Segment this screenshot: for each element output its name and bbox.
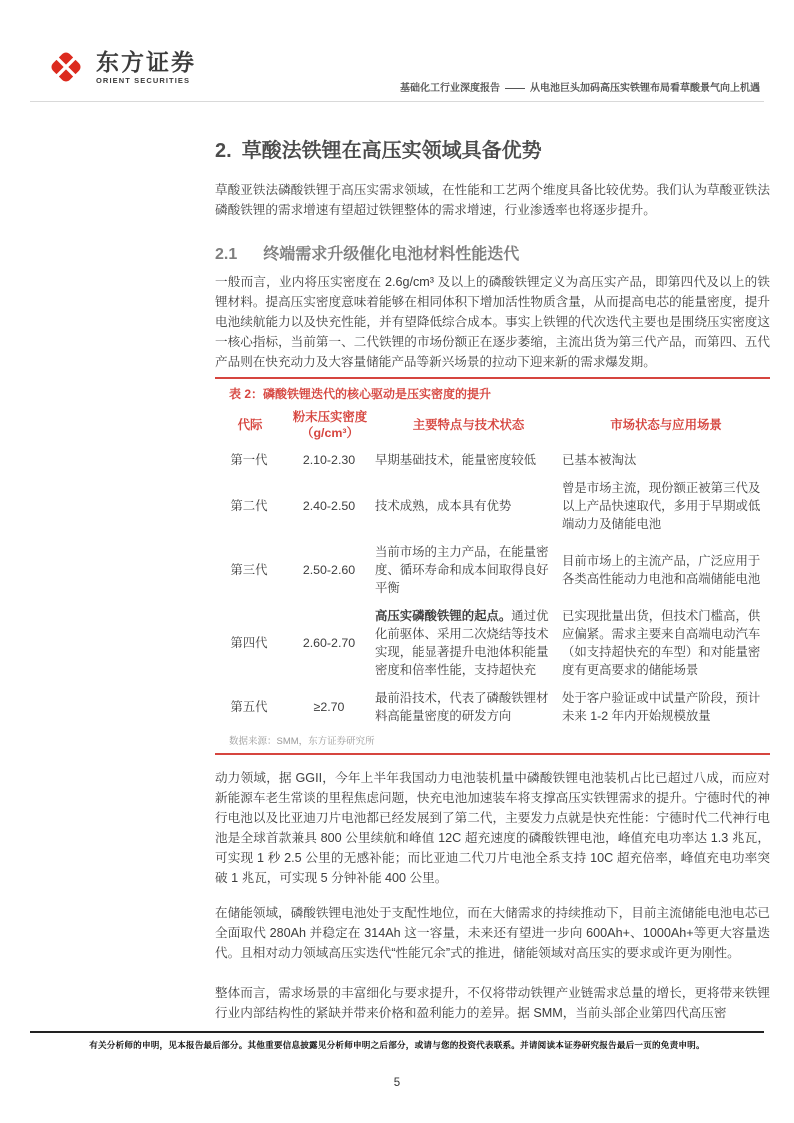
section-intro-paragraph: 草酸亚铁法磷酸铁锂于高压实需求领域，在性能和工艺两个维度具备比较优势。我们认为草酸亚铁法磷酸铁锂的需求增速有望超过铁锂整体的需求增速，行业渗透率也将逐步提升。 bbox=[215, 183, 770, 217]
cell-features: 技术成熟，成本具有优势 bbox=[375, 499, 512, 513]
body-paragraph-overall: 整体而言，需求场景的丰富细化与要求提升，不仅将带动铁锂产业链需求总量的增长，更将带来铁锂行业内部结构性的紧缺并带来价格和盈利能力的差异。据 SMM，当前头部企业第四代高压密 bbox=[215, 986, 770, 1020]
cell-generation: 第四代 bbox=[230, 636, 268, 650]
cell-market: 曾是市场主流，现份额正被第三代及以上产品快速取代，多用于早期或低端动力及储能电池 bbox=[562, 481, 761, 531]
report-series-label: 基础化工行业深度报告 bbox=[400, 83, 500, 94]
body-paragraph-definition: 一般而言，业内将压实密度在 2.6g/cm³ 及以上的磷酸铁锂定义为高压实产品，即第四代及以上的铁锂材料。提高压实密度意味着能够在相同体积下增加活性物质含量，从而提高电芯的能量密度，提升电池续航能力以及快充性能，并有望降低综合成本。事实上铁锂的代次迭代主要也是围绕压实密度这一核心指标，当前第一、二代铁锂的市场份额正在逐步萎缩，主流出货为第三代产品，而第四、五代产品则在快充动力及大容量储能产品等新兴场景的拉动下迎来新的需求爆发期。 bbox=[215, 275, 770, 369]
cell-features: 早期基础技术，能量密度较低 bbox=[375, 453, 537, 467]
orient-securities-diamond-icon bbox=[45, 46, 87, 88]
subsection-number: 2.1 bbox=[215, 246, 238, 263]
cell-market: 目前市场上的主流产品，广泛应用于各类高性能动力电池和高端储能电池 bbox=[562, 554, 761, 586]
brand-logo-text bbox=[96, 50, 196, 85]
table-caption: 表 2：磷酸铁锂迭代的核心驱动是压实密度的提升 bbox=[229, 387, 492, 401]
cell-density: 2.40-2.50 bbox=[302, 499, 356, 513]
cell-features: 最前沿技术，代表了磷酸铁锂材料高能量密度的研发方向 bbox=[375, 691, 549, 723]
table-block bbox=[215, 377, 770, 755]
table-source-note: 数据来源：SMM，东方证券研究所 bbox=[229, 736, 375, 747]
cell-market: 处于客户验证或中试量产阶段，预计未来 1-2 年内开始规模放量 bbox=[562, 691, 761, 723]
cell-generation: 第三代 bbox=[230, 563, 268, 577]
header-dash: —— bbox=[505, 83, 525, 94]
body-paragraph-power: 动力领域，据 GGII，今年上半年我国动力电池装机量中磷酸铁锂电池装机占比已超过八成，而应对新能源车老生常谈的里程焦虑问题，快充电池加速装车将支撑高压实铁锂需求的提升。宁德时代的神行电池以及比亚迪刀片电池都已经发展到了第二代，主要发力点就是快充性能：宁德时代二代神行电池是全球首款兼具 800 公里续航和峰值 12C 超充速度的磷酸铁锂电池，峰值充电功率达 1.3 兆瓦，可实现 1 秒 2.5 公里的无感补能；而比亚迪二代刀片电池全系支持 10C 超充倍率，峰值充电功率突破 1 兆瓦，可实现 5 分钟补能 400 公里。 bbox=[215, 771, 770, 885]
cell-density: 2.50-2.60 bbox=[302, 563, 356, 577]
body-paragraph-storage: 在储能领域，磷酸铁锂电池处于支配性地位，而在大储需求的持续推动下，目前主流储能电池电芯已全面取代 280Ah 并稳定在 314Ah 这一容量，未来还有望进一步向 600Ah+、1000Ah+等更大容量迭代。且相对动力领域高压实迭代“性能冗余”式的推进，储能领域对高压实的要求或许更为刚性。 bbox=[215, 906, 770, 960]
table-row bbox=[215, 446, 770, 474]
col-header-generation: 代际 bbox=[237, 418, 263, 432]
table-row bbox=[215, 602, 770, 684]
cell-features: 高压实磷酸铁锂的起点。通过优化前驱体、采用二次烧结等技术实现，能显著提升电池体积能量密度和倍率性能，支持超快充 bbox=[375, 609, 549, 677]
col-header-density: 粉末压实密度（g/cm³） bbox=[292, 410, 368, 440]
footer-disclaimer: 有关分析师的申明，见本报告最后部分。其他重要信息披露见分析师申明之后部分，或请与您的投资代表联系。并请阅读本证券研究报告最后一页的免责申明。 bbox=[89, 1040, 705, 1050]
section-heading bbox=[215, 134, 770, 163]
cell-density: ≥2.70 bbox=[313, 700, 345, 714]
page-number: 5 bbox=[393, 1077, 401, 1089]
header-divider bbox=[30, 101, 764, 102]
section-number: 2. bbox=[215, 140, 232, 162]
table-row bbox=[215, 684, 770, 730]
cell-density: 2.10-2.30 bbox=[302, 453, 356, 467]
table-row bbox=[215, 538, 770, 602]
cell-density: 2.60-2.70 bbox=[302, 636, 356, 650]
cell-market: 已实现批量出货，但技术门槛高，供应偏紧。需求主要来自高端电动汽车（如支持超快充的车型）和对能量密度有更高要求的储能场景 bbox=[562, 609, 761, 677]
running-header bbox=[400, 79, 760, 94]
cell-generation: 第五代 bbox=[230, 700, 268, 714]
col-header-market: 市场状态与应用场景 bbox=[610, 418, 722, 432]
table-header-row bbox=[215, 407, 770, 446]
lfp-generation-table bbox=[215, 407, 770, 730]
cell-market: 已基本被淘汰 bbox=[562, 453, 637, 467]
cell-generation: 第一代 bbox=[230, 453, 268, 467]
brand-logo bbox=[45, 46, 196, 88]
section-title-text: 草酸法铁锂在高压实领域具备优势 bbox=[241, 140, 542, 162]
cell-features: 当前市场的主力产品，在能量密度、循环寿命和成本间取得良好平衡 bbox=[375, 545, 549, 595]
report-title: 从电池巨头加码高压实铁锂布局看草酸景气向上机遇 bbox=[530, 83, 760, 94]
subsection-title-text: 终端需求升级催化电池材料性能迭代 bbox=[263, 246, 520, 263]
col-header-features: 主要特点与技术状态 bbox=[412, 418, 525, 432]
brand-name-cn: 东方证券 bbox=[96, 48, 196, 75]
brand-name-en: ORIENT SECURITIES bbox=[96, 75, 191, 85]
table-row bbox=[215, 474, 770, 538]
subsection-heading bbox=[215, 241, 770, 264]
cell-generation: 第二代 bbox=[230, 499, 268, 513]
footer-divider bbox=[30, 1031, 764, 1033]
